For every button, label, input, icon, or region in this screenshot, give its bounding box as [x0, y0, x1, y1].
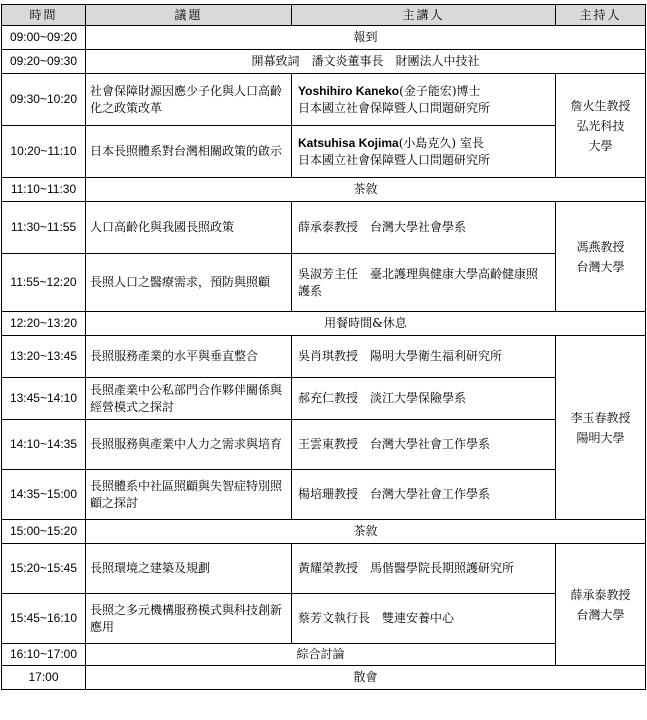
- table-row: [2, 126, 646, 178]
- time-cell: 13:45~14:10: [2, 378, 86, 420]
- speaker-name-zh: (小島克久) 室長: [398, 135, 484, 150]
- table-row: [2, 666, 646, 690]
- speaker-cell: 黃耀榮教授 馬偕醫學院長期照護研究所: [292, 544, 556, 594]
- host-org: 陽明大學: [576, 430, 625, 445]
- host-cell: [556, 544, 646, 666]
- table-row: [2, 420, 646, 470]
- time-cell: 09:20~09:30: [2, 50, 86, 74]
- time-cell: 09:00~09:20: [2, 26, 86, 50]
- session-cell: 茶敘: [86, 520, 646, 544]
- topic-cell: 長照服務產業的水平與垂直整合: [86, 336, 292, 378]
- time-cell: 10:20~11:10: [2, 126, 86, 178]
- header-time: 時間: [2, 5, 86, 26]
- session-cell: 茶敘: [86, 178, 646, 202]
- time-cell: 11:10~11:30: [2, 178, 86, 202]
- table-row: [2, 644, 646, 666]
- time-cell: 16:10~17:00: [2, 644, 86, 666]
- host-name: 詹火生教授: [570, 98, 631, 113]
- speaker-cell: 王雲東教授 台灣大學社會工作學系: [292, 420, 556, 470]
- topic-cell: 長照人口之醫療需求，預防與照顧: [86, 254, 292, 312]
- session-cell: 用餐時間&休息: [86, 312, 646, 336]
- table-row: [2, 50, 646, 74]
- table-row: [2, 202, 646, 254]
- topic-cell: 社會保障財源因應少子化與人口高齡化之政策改革: [86, 74, 292, 126]
- speaker-cell: 吳肖琪教授 陽明大學衛生福利研究所: [292, 336, 556, 378]
- topic-cell: 人口高齡化與我國長照政策: [86, 202, 292, 254]
- time-cell: 12:20~13:20: [2, 312, 86, 336]
- session-cell: 報到: [86, 26, 646, 50]
- table-row: [2, 26, 646, 50]
- table-row: [2, 74, 646, 126]
- time-cell: 09:30~10:20: [2, 74, 86, 126]
- host-org: 台灣大學: [576, 607, 625, 622]
- speaker-name-en: Yoshihiro Kaneko: [298, 83, 400, 98]
- host-org: 弘光科技大學: [576, 118, 625, 153]
- table-row: [2, 470, 646, 520]
- host-org: 台灣大學: [576, 259, 625, 274]
- speaker-cell: [292, 74, 556, 126]
- speaker-cell: 郝充仁教授 淡江大學保險學系: [292, 378, 556, 420]
- topic-cell: 長照之多元機構服務模式與科技創新應用: [86, 594, 292, 644]
- time-cell: 14:10~14:35: [2, 420, 86, 470]
- host-name: 馮燕教授: [576, 239, 625, 254]
- table-row: [2, 336, 646, 378]
- speaker-cell: 吳淑芳主任 臺北護理與健康大學高齡健康照護系: [292, 254, 556, 312]
- speaker-cell: 楊培珊教授 台灣大學社會工作學系: [292, 470, 556, 520]
- topic-cell: 長照體系中社區照顧與失智症特別照顧之探討: [86, 470, 292, 520]
- speaker-cell: 薛承泰教授 台灣大學社會學系: [292, 202, 556, 254]
- table-row: [2, 544, 646, 594]
- topic-cell: 日本長照體系對台灣相關政策的啟示: [86, 126, 292, 178]
- table-row: [2, 594, 646, 644]
- host-name: 薛承泰教授: [570, 587, 631, 602]
- table-row: [2, 378, 646, 420]
- host-cell: [556, 202, 646, 312]
- speaker-name-zh: (金子能宏)博士: [399, 83, 481, 98]
- time-cell: 15:45~16:10: [2, 594, 86, 644]
- speaker-name-en: Katsuhisa Kojima: [298, 135, 399, 150]
- speaker-org: 日本國立社會保障暨人口問題研究所: [298, 152, 491, 167]
- session-cell: 開幕致詞 潘文炎董事長 財團法人中技社: [86, 50, 646, 74]
- time-cell: 11:55~12:20: [2, 254, 86, 312]
- topic-cell: 長照服務與產業中人力之需求與培育: [86, 420, 292, 470]
- topic-cell: 長照環境之建築及規劃: [86, 544, 292, 594]
- session-cell: 散會: [86, 666, 646, 690]
- table-row: [2, 312, 646, 336]
- time-cell: 11:30~11:55: [2, 202, 86, 254]
- header-topic: 議題: [86, 5, 292, 26]
- table-row: [2, 520, 646, 544]
- time-cell: 17:00: [2, 666, 86, 690]
- speaker-org: 日本國立社會保障暨人口問題研究所: [298, 100, 491, 115]
- host-cell: [556, 336, 646, 520]
- session-cell: 綜合討論: [86, 644, 556, 666]
- agenda-table: [1, 4, 646, 690]
- host-cell: [556, 74, 646, 178]
- table-row: [2, 254, 646, 312]
- time-cell: 15:20~15:45: [2, 544, 86, 594]
- table-row: [2, 178, 646, 202]
- speaker-cell: 蔡芳文執行長 雙連安養中心: [292, 594, 556, 644]
- time-cell: 15:00~15:20: [2, 520, 86, 544]
- topic-cell: 長照產業中公私部門合作夥伴關係與經營模式之探討: [86, 378, 292, 420]
- speaker-cell: [292, 126, 556, 178]
- time-cell: 13:20~13:45: [2, 336, 86, 378]
- time-cell: 14:35~15:00: [2, 470, 86, 520]
- host-name: 李玉春教授: [570, 410, 631, 425]
- header-host: 主持人: [556, 5, 646, 26]
- header-speaker: 主講人: [292, 5, 556, 26]
- header-row: [2, 5, 646, 26]
